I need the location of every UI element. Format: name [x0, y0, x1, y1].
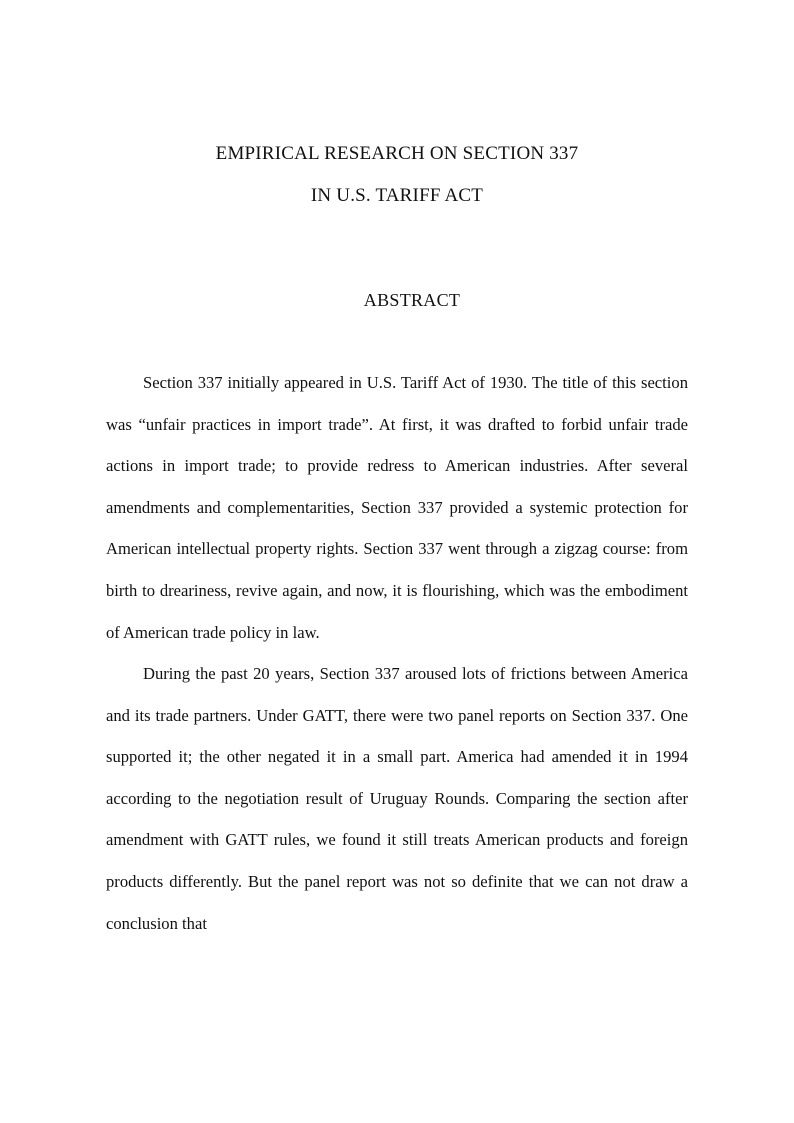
title-line-1: EMPIRICAL RESEARCH ON SECTION 337: [215, 143, 579, 164]
title-line-2: IN U.S. TARIFF ACT: [310, 185, 484, 206]
abstract-paragraph-1: Section 337 initially appeared in U.S. Tariff Act of 1930. The title of this section was “unfair practices in import trade”. At first, it was drafted to forbid unfair trade actions in import trade; to provide redress to American industries. After several amendments and complementarities, Section 337 provided a systemic protection for American intellectual property rights. Section 337 went through a zigzag course: from birth to dreariness, revive again, and now, it is flourishing, which was the embodiment of American trade policy in law.: [106, 373, 688, 642]
abstract-heading: ABSTRACT: [363, 290, 461, 310]
abstract-paragraph-2: During the past 20 years, Section 337 aroused lots of frictions between America and its trade partners. Under GATT, there were two panel reports on Section 337. One supported it; the other negated it in a small part. America had amended it in 1994 according to the negotiation result of Uruguay Rounds. Comparing the section after amendment with GATT rules, we found it still treats American products and foreign products differently. But the panel report was not so definite that we can not draw a conclusion that: [106, 664, 688, 933]
